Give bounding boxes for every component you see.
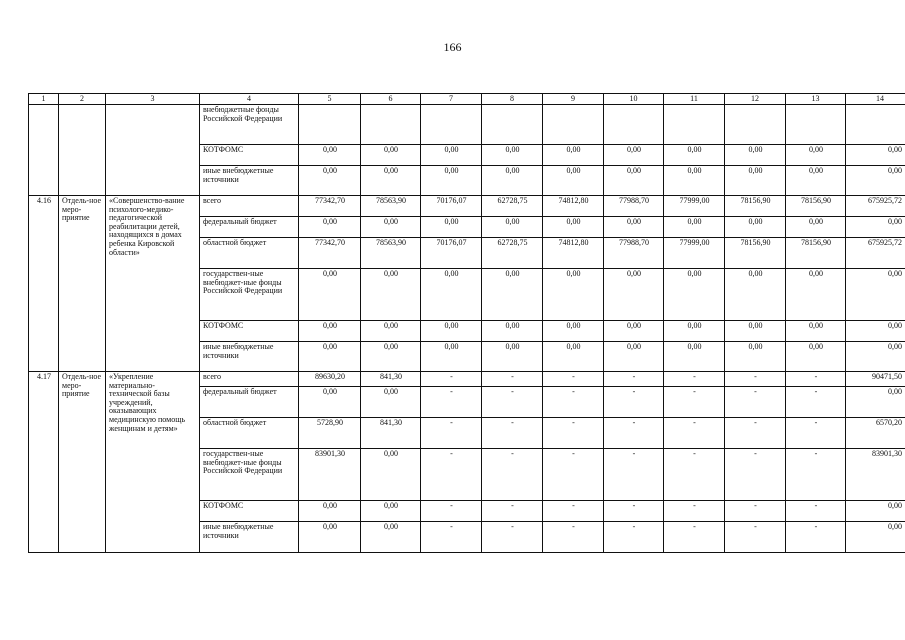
amount-value-cell: -	[664, 418, 725, 449]
amount-value-cell: -	[482, 372, 543, 387]
amount-value-cell: -	[543, 387, 604, 418]
funding-source-cell: внебюджетные фонды Российской Федерации	[200, 105, 299, 145]
amount-value-cell: 0,00	[725, 166, 786, 196]
amount-value-cell	[421, 105, 482, 145]
amount-value-cell: 78156,90	[725, 238, 786, 269]
total-value-cell: 6570,20	[846, 418, 905, 449]
amount-value-cell: 0,00	[786, 145, 846, 166]
amount-value-cell: -	[482, 387, 543, 418]
column-number-header: 8	[482, 94, 543, 105]
amount-value-cell: -	[664, 372, 725, 387]
amount-value-cell: 0,00	[299, 269, 361, 321]
item-index-cell	[29, 105, 59, 196]
amount-value-cell: 0,00	[725, 321, 786, 342]
amount-value-cell: 0,00	[786, 342, 846, 372]
funding-source-cell: иные внебюджетные источники	[200, 522, 299, 553]
amount-value-cell: 841,30	[361, 372, 421, 387]
amount-value-cell: 78563,90	[361, 196, 421, 217]
total-value-cell: 0,00	[846, 166, 905, 196]
amount-value-cell	[299, 105, 361, 145]
funding-source-cell: областной бюджет	[200, 238, 299, 269]
amount-value-cell: 0,00	[421, 321, 482, 342]
total-value-cell	[846, 105, 905, 145]
amount-value-cell: 0,00	[482, 166, 543, 196]
amount-value-cell: -	[421, 418, 482, 449]
column-number-header: 7	[421, 94, 482, 105]
amount-value-cell: -	[604, 372, 664, 387]
amount-value-cell: -	[604, 418, 664, 449]
funding-source-cell: федеральный бюджет	[200, 387, 299, 418]
table-row	[29, 372, 905, 387]
amount-value-cell: 0,00	[786, 166, 846, 196]
amount-value-cell: 0,00	[482, 217, 543, 238]
amount-value-cell	[664, 105, 725, 145]
amount-value-cell: -	[664, 501, 725, 522]
amount-value-cell: 0,00	[604, 217, 664, 238]
amount-value-cell: -	[482, 449, 543, 501]
total-value-cell: 0,00	[846, 522, 905, 553]
amount-value-cell: 0,00	[786, 321, 846, 342]
amount-value-cell: 78156,90	[725, 196, 786, 217]
amount-value-cell: -	[664, 449, 725, 501]
amount-value-cell	[543, 105, 604, 145]
total-value-cell: 0,00	[846, 387, 905, 418]
amount-value-cell: -	[543, 372, 604, 387]
amount-value-cell: 0,00	[421, 166, 482, 196]
amount-value-cell: 83901,30	[299, 449, 361, 501]
amount-value-cell: 0,00	[421, 145, 482, 166]
amount-value-cell: 0,00	[543, 342, 604, 372]
amount-value-cell: 0,00	[725, 342, 786, 372]
amount-value-cell: -	[421, 449, 482, 501]
total-value-cell: 83901,30	[846, 449, 905, 501]
total-value-cell: 0,00	[846, 342, 905, 372]
amount-value-cell: -	[543, 418, 604, 449]
amount-value-cell: 0,00	[361, 217, 421, 238]
item-kind-cell: Отдель-ное меро-приятие	[59, 196, 106, 372]
amount-value-cell: 0,00	[482, 321, 543, 342]
amount-value-cell: 0,00	[786, 217, 846, 238]
amount-value-cell: 0,00	[482, 145, 543, 166]
amount-value-cell: 77342,70	[299, 238, 361, 269]
amount-value-cell: 841,30	[361, 418, 421, 449]
amount-value-cell: -	[482, 418, 543, 449]
amount-value-cell: 0,00	[482, 269, 543, 321]
amount-value-cell: -	[664, 522, 725, 553]
amount-value-cell: 0,00	[299, 217, 361, 238]
column-number-header: 10	[604, 94, 664, 105]
amount-value-cell: 0,00	[421, 269, 482, 321]
amount-value-cell: -	[725, 449, 786, 501]
item-title-cell: «Совершенство-вание психолого-медико-педагогической реабилитации детей, находящихся в домах ребенка Кировской области»	[106, 196, 200, 372]
column-number-header: 9	[543, 94, 604, 105]
amount-value-cell: 0,00	[361, 269, 421, 321]
total-value-cell: 0,00	[846, 321, 905, 342]
amount-value-cell: -	[543, 449, 604, 501]
total-value-cell: 0,00	[846, 501, 905, 522]
amount-value-cell: 0,00	[299, 522, 361, 553]
amount-value-cell: 74812,80	[543, 196, 604, 217]
amount-value-cell: 77988,70	[604, 238, 664, 269]
amount-value-cell: 0,00	[664, 166, 725, 196]
amount-value-cell: 77999,00	[664, 196, 725, 217]
amount-value-cell: 0,00	[543, 217, 604, 238]
amount-value-cell: -	[421, 501, 482, 522]
amount-value-cell: 0,00	[664, 145, 725, 166]
amount-value-cell: -	[543, 501, 604, 522]
amount-value-cell: 77342,70	[299, 196, 361, 217]
item-kind-cell	[59, 105, 106, 196]
amount-value-cell: 0,00	[543, 321, 604, 342]
amount-value-cell: -	[786, 418, 846, 449]
amount-value-cell: 0,00	[604, 342, 664, 372]
amount-value-cell: 70176,07	[421, 238, 482, 269]
funding-source-cell: государствен-ные внебюджет-ные фонды Российской Федерации	[200, 449, 299, 501]
amount-value-cell: 0,00	[664, 321, 725, 342]
total-value-cell: 0,00	[846, 269, 905, 321]
amount-value-cell: 0,00	[604, 145, 664, 166]
table-body	[29, 105, 905, 553]
amount-value-cell: 0,00	[604, 321, 664, 342]
column-number-header: 14	[846, 94, 905, 105]
amount-value-cell: 0,00	[361, 449, 421, 501]
funding-source-cell: иные внебюджетные источники	[200, 166, 299, 196]
amount-value-cell: -	[786, 449, 846, 501]
column-number-header: 12	[725, 94, 786, 105]
amount-value-cell: -	[421, 522, 482, 553]
amount-value-cell: 0,00	[482, 342, 543, 372]
funding-source-cell: КОТФОМС	[200, 501, 299, 522]
total-value-cell: 90471,50	[846, 372, 905, 387]
column-number-header: 3	[106, 94, 200, 105]
item-title-cell	[106, 105, 200, 196]
amount-value-cell: 0,00	[361, 321, 421, 342]
funding-source-cell: областной бюджет	[200, 418, 299, 449]
amount-value-cell	[786, 105, 846, 145]
column-number-header: 11	[664, 94, 725, 105]
amount-value-cell: 0,00	[664, 342, 725, 372]
total-value-cell: 675925,72	[846, 196, 905, 217]
amount-value-cell	[361, 105, 421, 145]
amount-value-cell: -	[725, 501, 786, 522]
amount-value-cell: -	[725, 418, 786, 449]
amount-value-cell: 77999,00	[664, 238, 725, 269]
item-kind-cell: Отдель-ное меро-приятие	[59, 372, 106, 553]
table-row	[29, 105, 905, 145]
amount-value-cell: 0,00	[725, 269, 786, 321]
amount-value-cell: 70176,07	[421, 196, 482, 217]
item-title-cell: «Укрепление материально-технической базы учреждений, оказывающих медицинскую помощь женщинам и детям»	[106, 372, 200, 553]
amount-value-cell: 89630,20	[299, 372, 361, 387]
amount-value-cell: -	[725, 372, 786, 387]
column-number-header: 5	[299, 94, 361, 105]
amount-value-cell: -	[725, 387, 786, 418]
funding-source-cell: иные внебюджетные источники	[200, 342, 299, 372]
amount-value-cell: 77988,70	[604, 196, 664, 217]
amount-value-cell: -	[421, 387, 482, 418]
amount-value-cell: 0,00	[543, 145, 604, 166]
amount-value-cell: 62728,75	[482, 238, 543, 269]
amount-value-cell: 78156,90	[786, 238, 846, 269]
amount-value-cell: -	[421, 372, 482, 387]
total-value-cell: 0,00	[846, 145, 905, 166]
amount-value-cell: -	[725, 522, 786, 553]
amount-value-cell: 0,00	[361, 145, 421, 166]
amount-value-cell: 0,00	[299, 145, 361, 166]
amount-value-cell: -	[664, 387, 725, 418]
amount-value-cell: -	[786, 387, 846, 418]
amount-value-cell: 0,00	[543, 269, 604, 321]
amount-value-cell: -	[786, 522, 846, 553]
amount-value-cell: 78156,90	[786, 196, 846, 217]
column-number-header: 2	[59, 94, 106, 105]
amount-value-cell: -	[786, 501, 846, 522]
amount-value-cell: 78563,90	[361, 238, 421, 269]
budget-table	[28, 93, 905, 553]
amount-value-cell: 0,00	[299, 387, 361, 418]
amount-value-cell: -	[604, 387, 664, 418]
funding-source-cell: федеральный бюджет	[200, 217, 299, 238]
amount-value-cell: 0,00	[664, 269, 725, 321]
amount-value-cell: 0,00	[421, 342, 482, 372]
amount-value-cell: 0,00	[725, 145, 786, 166]
amount-value-cell: -	[786, 372, 846, 387]
item-index-cell: 4.16	[29, 196, 59, 372]
amount-value-cell: -	[543, 522, 604, 553]
amount-value-cell: 0,00	[786, 269, 846, 321]
amount-value-cell	[725, 105, 786, 145]
total-value-cell: 675925,72	[846, 238, 905, 269]
funding-source-cell: всего	[200, 372, 299, 387]
funding-source-cell: КОТФОМС	[200, 321, 299, 342]
table-row	[29, 196, 905, 217]
column-number-header: 4	[200, 94, 299, 105]
amount-value-cell: 0,00	[361, 166, 421, 196]
amount-value-cell: 0,00	[604, 166, 664, 196]
amount-value-cell	[482, 105, 543, 145]
amount-value-cell: 0,00	[421, 217, 482, 238]
amount-value-cell: -	[604, 522, 664, 553]
amount-value-cell: 0,00	[361, 501, 421, 522]
amount-value-cell: 5728,90	[299, 418, 361, 449]
amount-value-cell: -	[482, 522, 543, 553]
column-number-header-row	[29, 94, 905, 105]
amount-value-cell: 0,00	[725, 217, 786, 238]
column-number-header: 13	[786, 94, 846, 105]
amount-value-cell: -	[604, 449, 664, 501]
funding-source-cell: государствен-ные внебюджет-ные фонды Российской Федерации	[200, 269, 299, 321]
amount-value-cell: 0,00	[361, 342, 421, 372]
total-value-cell: 0,00	[846, 217, 905, 238]
amount-value-cell: -	[604, 501, 664, 522]
amount-value-cell: 0,00	[361, 522, 421, 553]
amount-value-cell: -	[482, 501, 543, 522]
amount-value-cell: 74812,80	[543, 238, 604, 269]
amount-value-cell	[604, 105, 664, 145]
amount-value-cell: 0,00	[299, 342, 361, 372]
page-number: 166	[443, 40, 462, 54]
amount-value-cell: 0,00	[299, 501, 361, 522]
amount-value-cell: 0,00	[299, 321, 361, 342]
column-number-header: 6	[361, 94, 421, 105]
amount-value-cell: 0,00	[361, 387, 421, 418]
funding-source-cell: КОТФОМС	[200, 145, 299, 166]
amount-value-cell: 0,00	[664, 217, 725, 238]
funding-source-cell: всего	[200, 196, 299, 217]
amount-value-cell: 0,00	[299, 166, 361, 196]
amount-value-cell: 0,00	[543, 166, 604, 196]
amount-value-cell: 0,00	[604, 269, 664, 321]
item-index-cell: 4.17	[29, 372, 59, 553]
column-number-header: 1	[29, 94, 59, 105]
amount-value-cell: 62728,75	[482, 196, 543, 217]
